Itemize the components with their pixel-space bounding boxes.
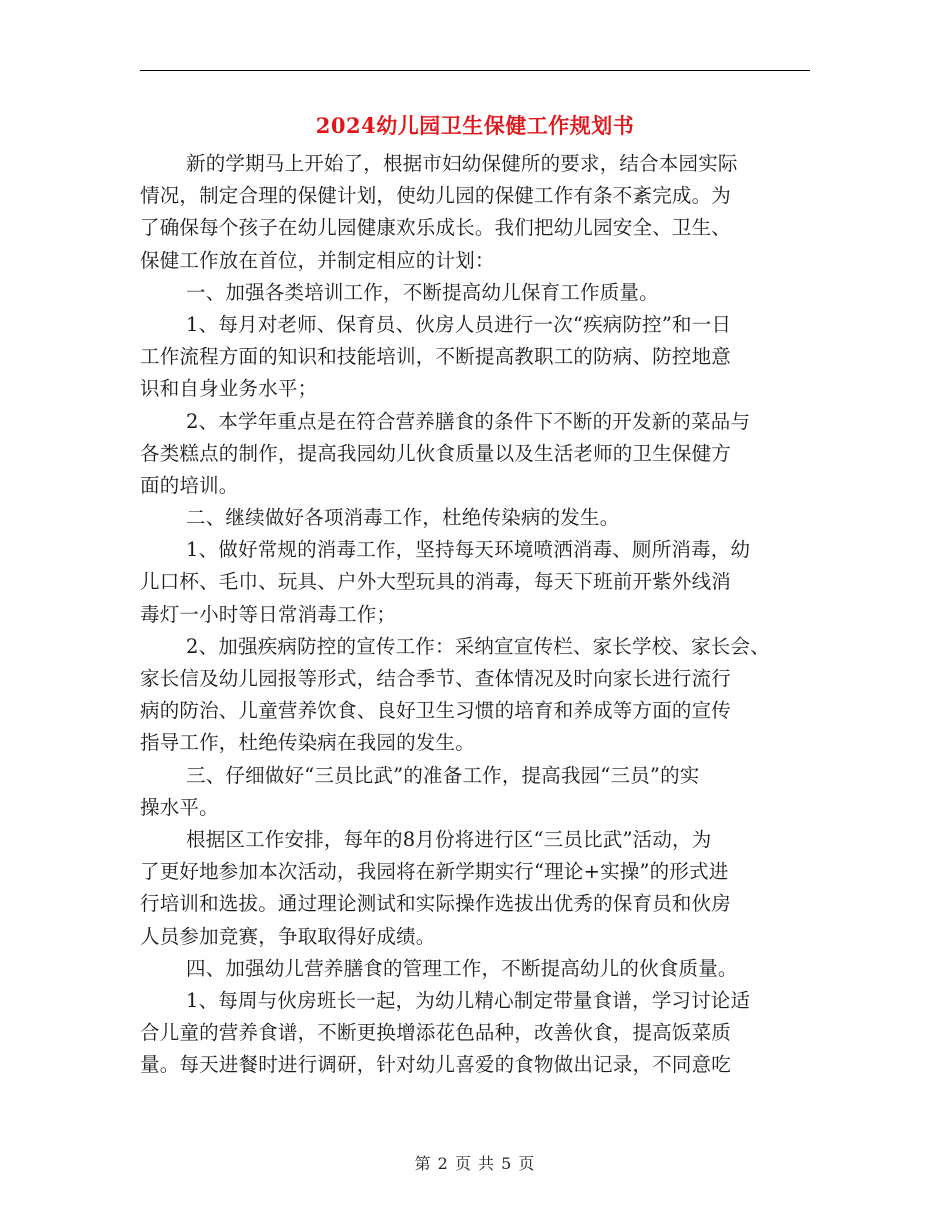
body-line: 毒灯一小时等日常消毒工作； [140,602,397,626]
body-line: 1、每月对老师、保育员、伙房人员进行一次“疾病防控”和一日 [186,312,732,336]
section-heading-3: 三、仔细做好“三员比武”的准备工作，提高我园“三员”的实 [186,763,700,787]
body-line: 量。每天进餐时进行调研，针对幼儿喜爱的食物做出记录，不同意吃 [140,1053,732,1077]
document-body [140,148,810,1081]
section-heading-4: 四、加强幼儿营养膳食的管理工作，不断提高幼儿的伙食质量。 [186,956,738,980]
body-line: 操水平。 [140,795,219,819]
body-line: 2、加强疾病防控的宣传工作：采纳宣宣传栏、家长学校、家长会、 [186,634,770,658]
body-line: 病的防治、儿童营养饮食、良好卫生习惯的培育和养成等方面的宣传 [140,699,732,723]
body-line: 保健工作放在首位，并制定相应的计划： [140,248,495,272]
body-line: 1、每周与伙房班长一起，为幼儿精心制定带量食谱，学习讨论适 [186,988,751,1012]
body-line: 儿口杯、毛巾、玩具、户外大型玩具的消毒，每天下班前开紫外线消 [140,570,732,594]
body-line: 面的培训。 [140,473,239,497]
body-line: 了更好地参加本次活动，我园将在新学期实行“理论+实操”的形式进 [140,860,729,884]
body-line: 各类糕点的制作，提高我园幼儿伙食质量以及生活老师的卫生保健方 [140,441,732,465]
section-heading-2: 二、继续做好各项消毒工作，杜绝传染病的发生。 [186,506,620,530]
body-line: 家长信及幼儿园报等形式，结合季节、查体情况及时向家长进行流行 [140,667,732,690]
body-line: 新的学期马上开始了，根据市妇幼保健所的要求，结合本园实际 [186,152,738,175]
body-line: 了确保每个孩子在幼儿园健康欢乐成长。我们把幼儿园安全、卫生、 [140,216,732,240]
body-line: 工作流程方面的知识和技能培训，不断提高教职工的防病、防控地意 [140,345,732,369]
body-line: 指导工作，杜绝传染病在我园的发生。 [140,731,475,755]
body-line: 2、本学年重点是在符合营养膳食的条件下不断的开发新的菜品与 [186,409,751,433]
body-line: 人员参加竞赛，争取取得好成绩。 [140,924,436,948]
header-rule [140,70,810,71]
body-line: 1、做好常规的消毒工作，坚持每天环境喷洒消毒、厕所消毒，幼 [186,538,751,562]
body-line: 合儿童的营养食谱，不断更换增添花色品种，改善伙食，提高饭菜质 [140,1021,732,1045]
body-line: 根据区工作安排，每年的8月份将进行区“三员比武”活动，为 [186,827,712,851]
body-line: 行培训和选拔。通过理论测试和实际操作选拔出优秀的保育员和伙房 [140,892,732,916]
section-heading-1: 一、加强各类培训工作，不断提高幼儿保育工作质量。 [186,280,659,304]
body-line: 识和自身业务水平； [140,377,318,401]
document-title: 2024幼儿园卫生保健工作规划书 [315,113,635,138]
body-line: 情况，制定合理的保健计划，使幼儿园的保健工作有条不紊完成。为 [140,184,732,208]
page-number: 第 2 页 共 5 页 [414,1154,536,1173]
